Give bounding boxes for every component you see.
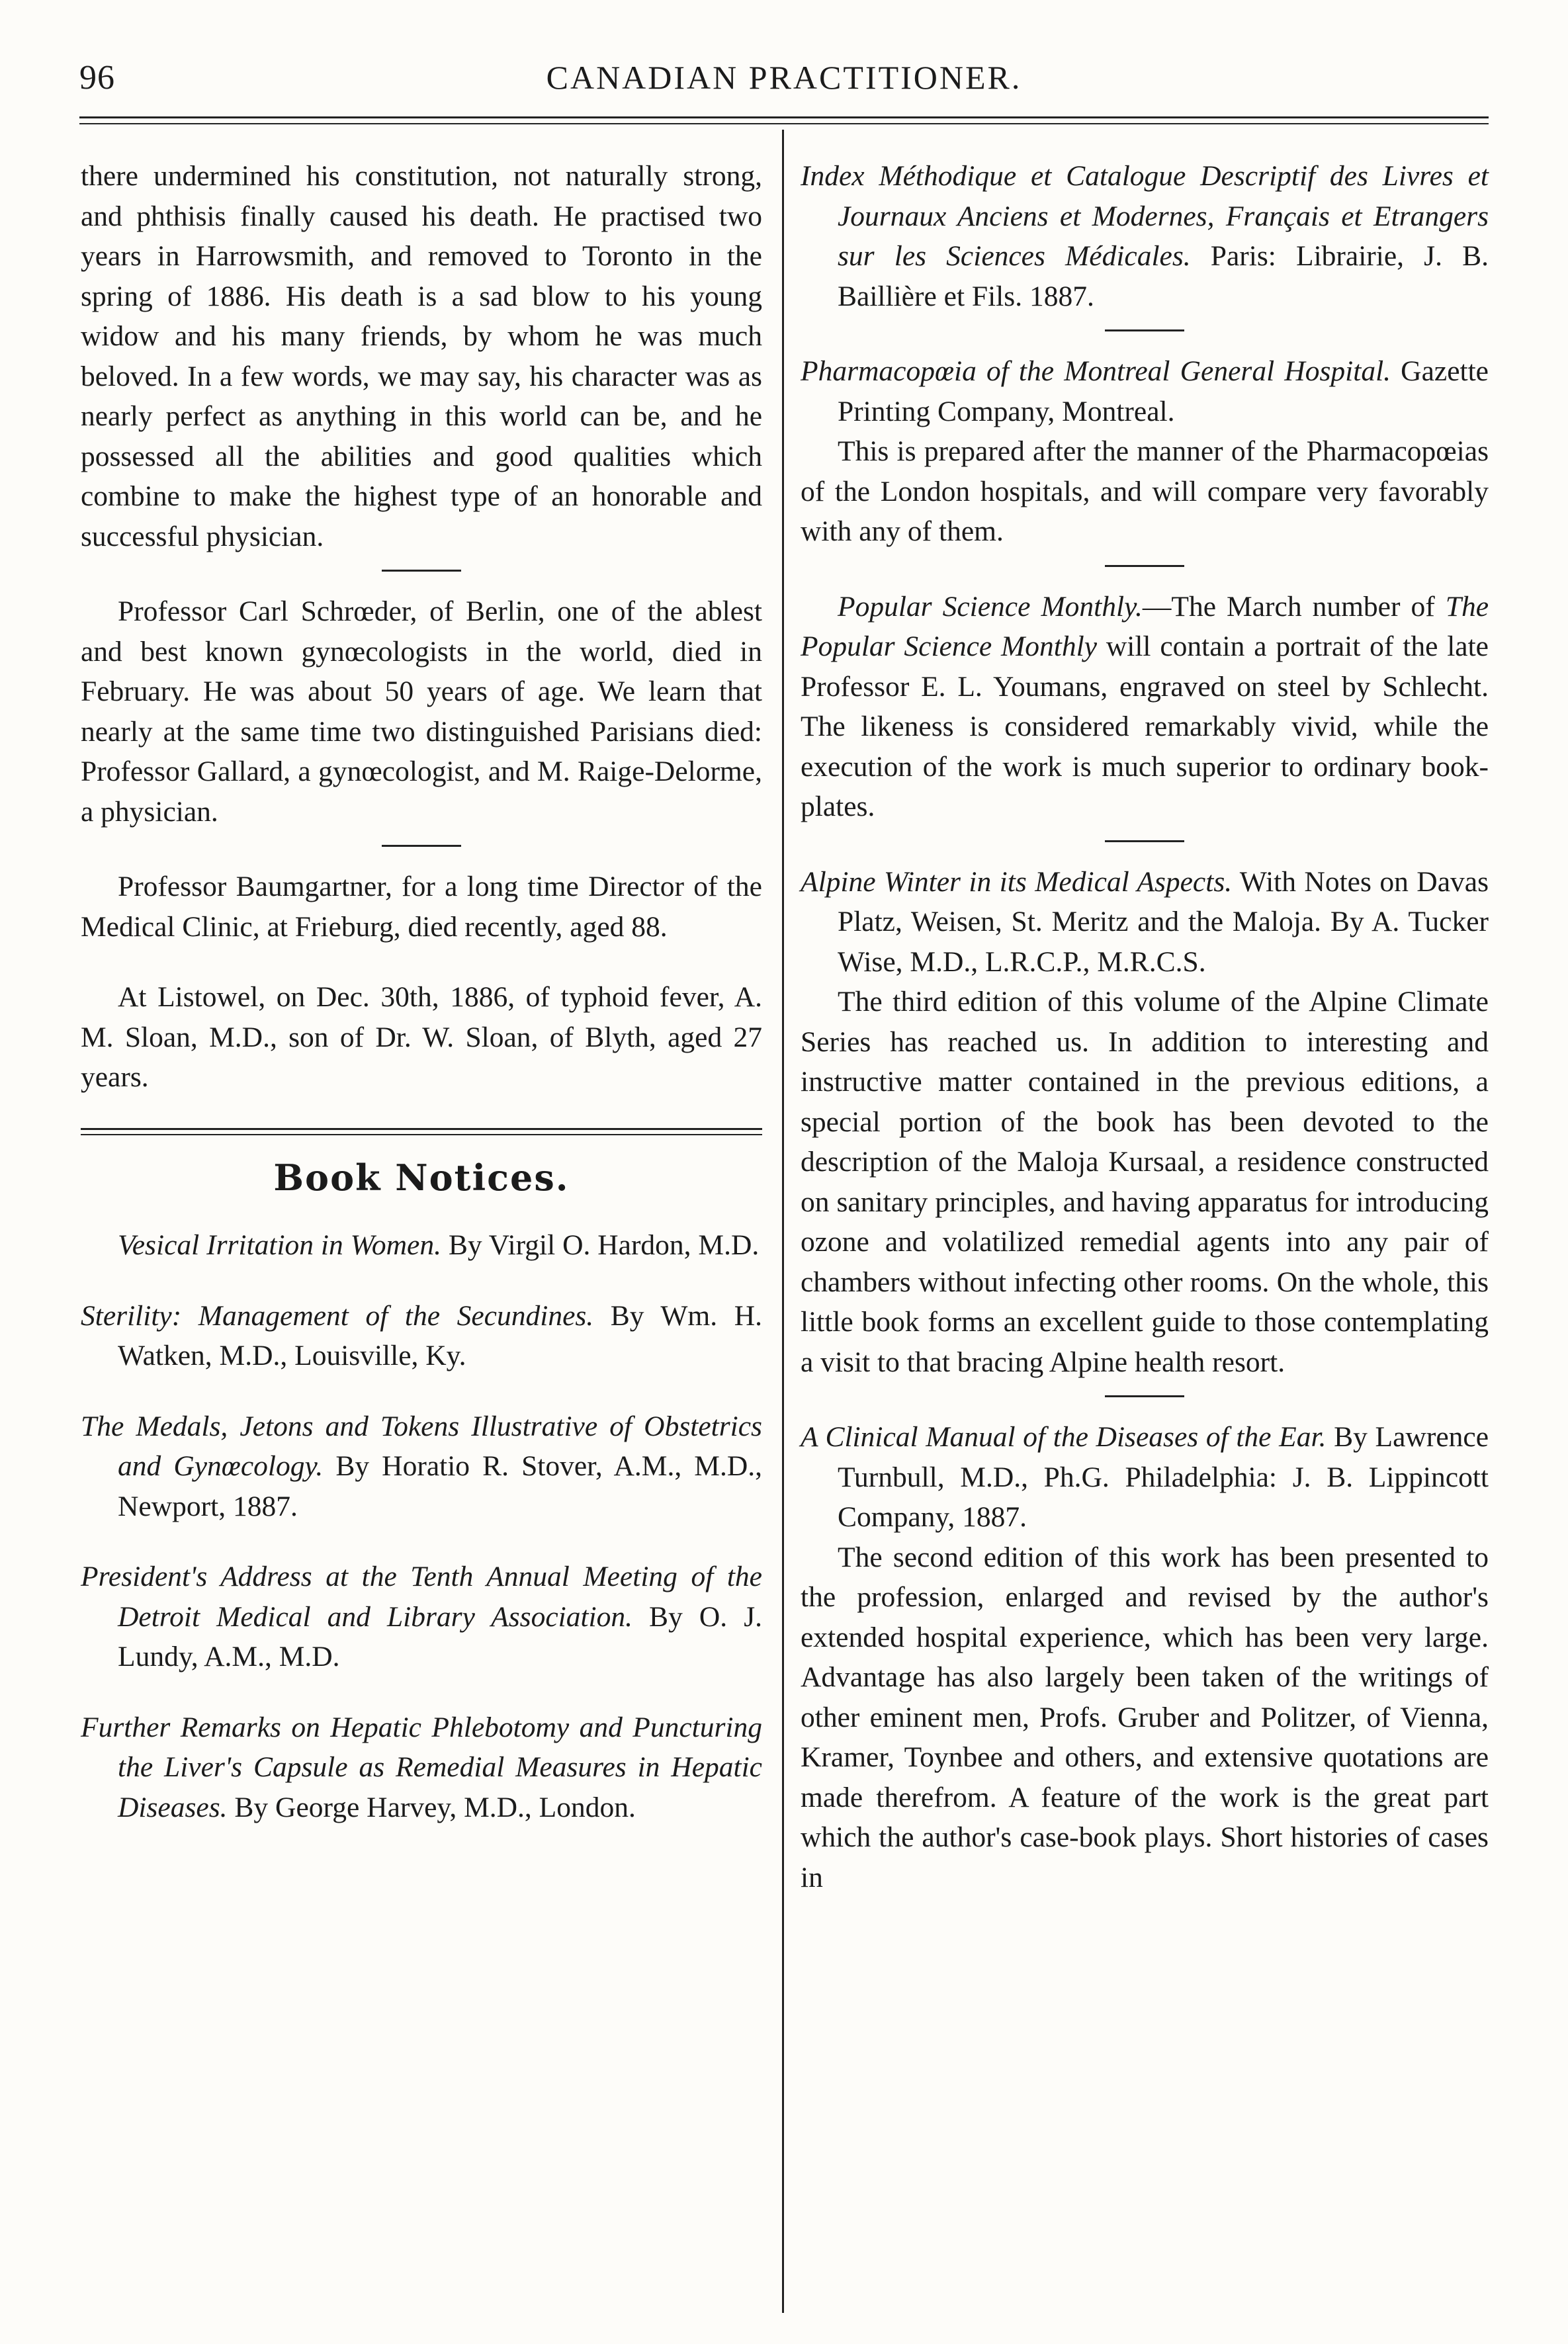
header-rule (79, 116, 1489, 118)
separator-dash (1105, 840, 1184, 842)
pharmacopoeia-notice: Pharmacopœia of the Montreal General Hospital. Gazette Printing Company, Montreal. (801, 355, 1489, 427)
section-rule (81, 1128, 762, 1135)
sloan-paragraph: At Listowel, on Dec. 30th, 1886, of typhoid fever, A. M. Sloan, M.D., son of Dr. W. Sloan, of Blyth, aged 27 years. (81, 981, 762, 1093)
obituary-paragraph: there undermined his constitution, not naturally strong, and phthisis finally caused his death. He practised two years in Harrowsmith, and removed to Toronto in the spring of 1886. His death is a sad blow to his young widow and his many friends, by whom he was much beloved. In a few words, we may say, his character was as nearly perfect as anything in this world can be, and he possessed all the abilities and good qualities which combine to make the highest type of an honorable and successful physician. (81, 160, 762, 552)
separator-dash (382, 845, 461, 847)
right-column (801, 156, 1489, 1897)
header-rule-thin (79, 123, 1489, 124)
notice-item: President's Address at the Tenth Annual Meeting of the Detroit Medical and Library Association. By O. J. Lundy, A.M., M.D. (81, 1561, 762, 1672)
notice-item: Sterility: Management of the Secundines. By Wm. H. Watken, M.D., Louisville, Ky. (81, 1299, 762, 1371)
ear-manual-review: The second edition of this work has been presented to the profession, enlarged and revised by the author's extended hospital experience, which has been very large. Advantage has also largely been taken of the writings of other eminent men, Profs. Gruber and Politzer, of Vienna, Kramer, Toynbee and others, and extensive quotations are made therefrom. A feature of the work is the great part which the author's case-book plays. Short histories of cases in (801, 1541, 1489, 1893)
separator-dash (1105, 329, 1184, 331)
schroeder-paragraph: Professor Carl Schrœder, of Berlin, one of the ablest and best known gynœcologists in the world, died in February. He was about 50 years of age. We learn that nearly at the same time two distinguished Parisians died: Professor Gallard, a gynœcologist, and M. Raige-Delorme, a physician. (81, 595, 762, 828)
baumgartner-paragraph: Professor Baumgartner, for a long time Director of the Medical Clinic, at Frieburg, died recently, aged 88. (81, 871, 762, 943)
column-divider (782, 130, 784, 2313)
running-title: CANADIAN PRACTITIONER. (546, 59, 1022, 96)
alpine-winter-review: The third edition of this volume of the Alpine Climate Series has reached us. In addition to interesting and instructive matter contained in the previous editions, a special portion of the book has been devoted to the description of the Maloja Kursaal, a residence constructed on sanitary principles, and having apparatus for introducing ozone and volatilized remedial agents into any pair of chambers without infecting other rooms. On the whole, this little book forms an excellent guide to those contemplating a visit to that bracing Alpine health resort. (801, 986, 1489, 1378)
separator-dash (382, 570, 461, 572)
page-header (79, 58, 1489, 111)
separator-dash (1105, 1395, 1184, 1397)
pharmacopoeia-review: This is prepared after the manner of the Pharmacopœias of the London hospitals, and will compare very favorably with any of them. (801, 435, 1489, 547)
notice-item: Further Remarks on Hepatic Phlebotomy and Puncturing the Liver's Capsule as Remedial Measures in Hepatic Diseases. By George Harvey, M.D., London. (81, 1711, 762, 1823)
left-column (81, 156, 762, 1827)
ear-manual-notice: A Clinical Manual of the Diseases of the Ear. By Lawrence Turnbull, M.D., Ph.G. Philadelphia: J. B. Lippincott Company, 1887. (801, 1421, 1489, 1533)
page-number: 96 (79, 59, 115, 97)
index-notice: Index Méthodique et Catalogue Descriptif des Livres et Journaux Anciens et Modernes, Français et Etrangers sur les Sciences Médicales. Paris: Librairie, J. B. Baillière et Fils. 1887. (801, 160, 1489, 312)
separator-dash (1105, 565, 1184, 567)
notice-item: The Medals, Jetons and Tokens Illustrative of Obstetrics and Gynœcology. By Horatio R. Stover, A.M., M.D., Newport, 1887. (81, 1410, 762, 1522)
alpine-winter-notice: Alpine Winter in its Medical Aspects. With Notes on Davas Platz, Weisen, St. Meritz and the Maloja. By A. Tucker Wise, M.D., L.R.C.P., M.R.C.S. (801, 865, 1489, 978)
section-title: Book Notices. (273, 1156, 570, 1199)
popular-science-notice: Popular Science Monthly.—The March number of The Popular Science Monthly will contain a portrait of the late Professor E. L. Youmans, engraved on steel by Schlecht. The likeness is considered remarkably vivid, while the execution of the work is much superior to ordinary book-plates. (801, 590, 1489, 822)
notice-item: Vesical Irritation in Women. By Virgil O. Hardon, M.D. (118, 1229, 760, 1261)
